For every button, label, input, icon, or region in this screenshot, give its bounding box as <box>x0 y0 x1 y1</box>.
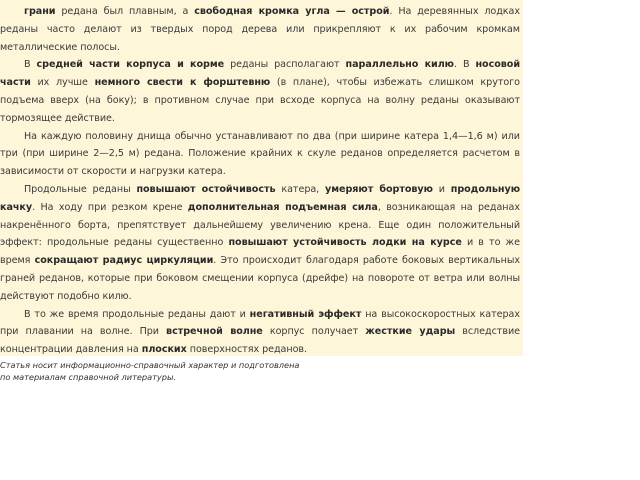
emphasis-text: плоских <box>141 344 187 356</box>
body-text: редана был плавным, а <box>55 6 195 17</box>
body-text: В то же время продольные реданы дают и <box>24 308 250 320</box>
emphasis-text: продольную качку <box>0 183 520 213</box>
emphasis-text: дополнительная подъемная сила <box>187 201 378 213</box>
body-text: Продольные реданы <box>24 183 137 195</box>
body-text: корпус получает <box>262 326 366 338</box>
body-text: их лучше <box>30 77 95 89</box>
emphasis-text: грани <box>24 6 56 17</box>
emphasis-text: встречной волне <box>166 326 263 338</box>
body-text: . На деревянных лодках реданы часто делают из твердых пород дерева или прикрепляют к их рабочим кромкам металлические полосы. <box>0 6 521 53</box>
article-paragraph <box>0 306 520 356</box>
body-text: На каждую половину днища обычно устанавливают по два (при ширине катера 1,4—1,6 м) или три (при ширине 2—2,5 м) редана. Положение крайних к скуле реданов определяется расчетом в зависимости от скорости и нагрузки катера. <box>0 130 520 178</box>
article-paragraph <box>0 3 520 56</box>
body-text: . Это происходит благодаря работе боковых вертикальных граней реданов, которые при боковом смещении корпуса (дрейфе) на повороте от ветра или волны действуют подобно килю. <box>0 255 520 302</box>
body-text: поверхностях реданов. <box>186 344 308 356</box>
emphasis-text: свободная кромка угла — острой <box>194 6 390 17</box>
article-paragraph <box>0 181 520 306</box>
article-paragraph <box>0 56 520 127</box>
emphasis-text: сокращают радиус циркуляции <box>34 255 214 267</box>
body-text: и в то же время <box>0 237 521 267</box>
emphasis-text: носовой части <box>0 59 521 89</box>
body-text: (в плане), чтобы избежать слишком крутого подъема вверх (на боку); в противном случае при всходе корпуса на волну реданы оказывают тормозящее действие. <box>0 77 520 124</box>
body-text: . На ходу при резком крене <box>32 201 188 213</box>
body-text: и <box>432 183 451 195</box>
source-footnote: Статья носит информационно-справочный характер и подготовлена по материалам справочной литературы. <box>0 360 300 382</box>
emphasis-text: умеряют бортовую <box>325 183 433 195</box>
emphasis-text: жесткие удары <box>365 326 456 338</box>
body-text: вследствие концентрации давления на <box>0 326 520 356</box>
emphasis-text: немного свести к форштевню <box>94 77 271 89</box>
body-text: . В <box>453 59 476 71</box>
body-text: , возникающая на реданах накренённого борта, препятствует дальнейшему увеличению крена. Еще один положительный эффект: продольные реданы существенно <box>0 201 520 249</box>
body-text: В <box>24 59 37 71</box>
article-paragraph <box>0 128 520 181</box>
emphasis-text: повышают устойчивость лодки на курсе <box>228 237 462 249</box>
emphasis-text: повышают остойчивость <box>136 183 276 195</box>
emphasis-text: средней части корпуса и корме <box>36 59 225 71</box>
body-text: катера, <box>275 183 326 195</box>
body-text: на высокоскоростных катерах при плавании на волне. При <box>0 308 520 338</box>
emphasis-text: негативный эффект <box>249 308 362 320</box>
emphasis-text: параллельно килю <box>345 59 454 71</box>
body-text: реданы располагают <box>224 59 346 71</box>
